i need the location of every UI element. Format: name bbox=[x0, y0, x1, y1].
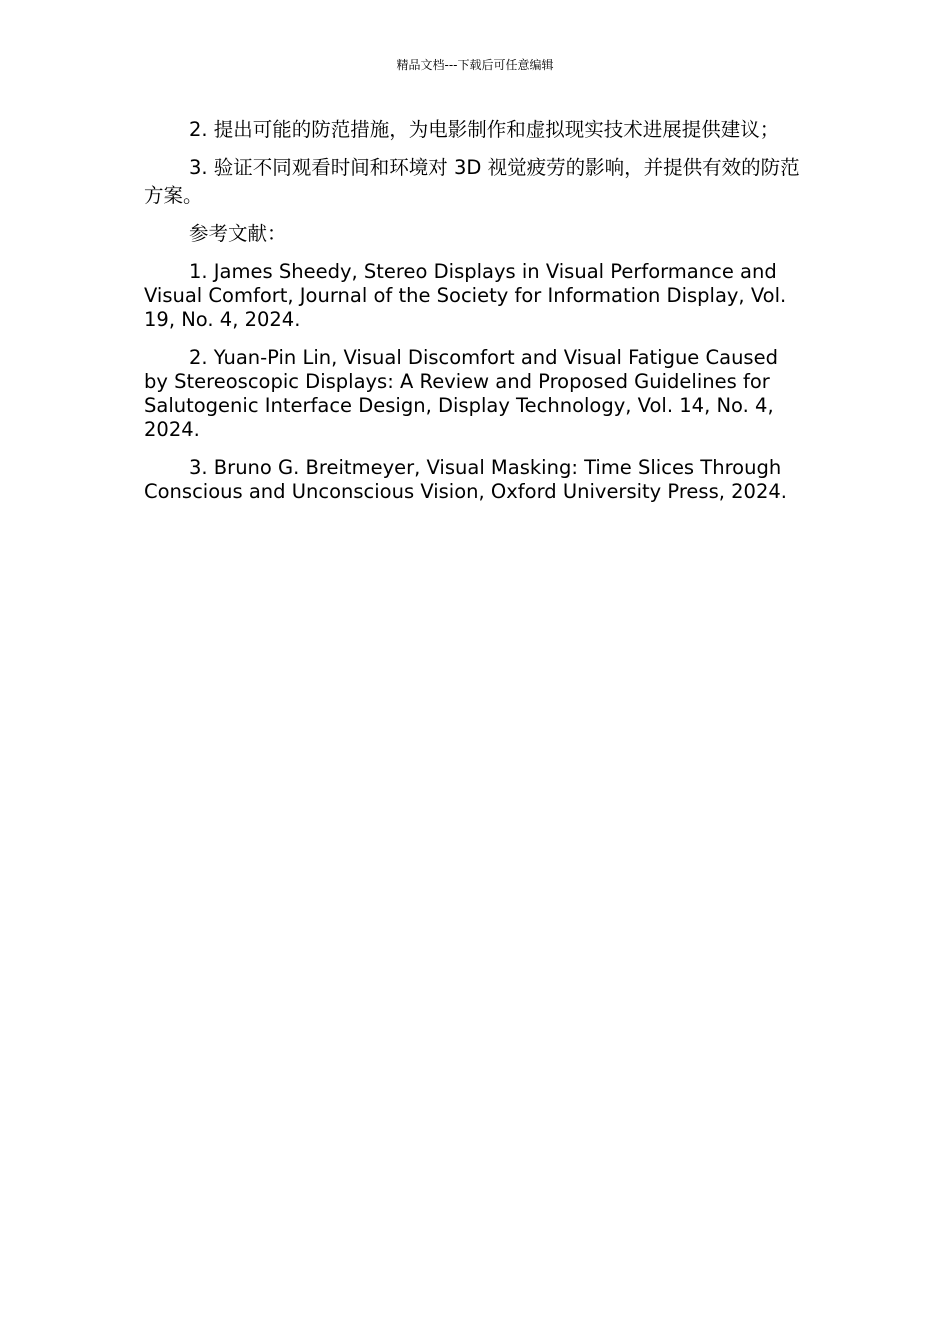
reference-item-3: 3. Bruno G. Breitmeyer, Visual Masking: Time Slices Through Conscious and Unconscious Vision, Oxford University Press, 2024. bbox=[144, 456, 787, 503]
reference-item-1: 1. James Sheedy, Stereo Displays in Visual Performance and Visual Comfort, Journal of the Society for Information Display, Vol. 19, No. 4, 2024. bbox=[144, 260, 787, 331]
document-body bbox=[144, 116, 804, 518]
page-header: 精品文档---下载后可任意编辑 bbox=[396, 58, 554, 72]
objective-item-3: 3. 验证不同观看时间和环境对 3D 视觉疲劳的影响，并提供有效的防范方案。 bbox=[144, 156, 800, 207]
reference-item-2: 2. Yuan-Pin Lin, Visual Discomfort and Visual Fatigue Caused by Stereoscopic Displays: A Review and Proposed Guidelines for Salutogenic Interface Design, Display Technology, Vol. 14, No. 4, 2024. bbox=[144, 346, 778, 441]
references-heading: 参考文献： bbox=[189, 222, 287, 245]
objective-item-2: 2. 提出可能的防范措施，为电影制作和虚拟现实技术进展提供建议； bbox=[189, 118, 780, 141]
